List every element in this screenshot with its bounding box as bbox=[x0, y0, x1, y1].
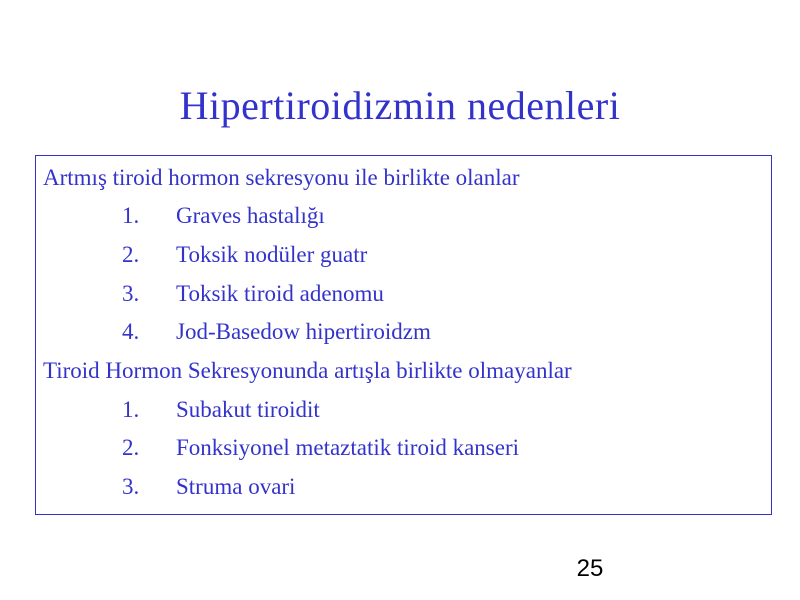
list-item-number: 3. bbox=[122, 281, 140, 306]
list-item bbox=[36, 241, 736, 269]
list-item-number: 1. bbox=[122, 203, 140, 228]
list-item bbox=[36, 202, 736, 230]
list-item-text: Fonksiyonel metaztatik tiroid kanseri bbox=[176, 435, 520, 460]
list-item-number: 3. bbox=[122, 474, 140, 499]
list-item bbox=[36, 434, 736, 462]
list-item-text: Graves hastalığı bbox=[176, 203, 325, 228]
page-number: 25 bbox=[576, 555, 604, 582]
list-item-number: 4. bbox=[122, 319, 140, 344]
list-item bbox=[36, 473, 736, 501]
slide-title: Hipertiroidizmin nedenleri bbox=[179, 83, 621, 128]
list-item-number: 2. bbox=[122, 435, 140, 460]
list-item-number: 1. bbox=[122, 397, 140, 422]
group-heading-secretion-increase: Artmış tiroid hormon sekresyonu ile birlikte olanlar bbox=[43, 165, 520, 190]
list-item-text: Jod-Basedow hipertiroidzm bbox=[176, 319, 431, 344]
list-item-text: Struma ovari bbox=[176, 474, 296, 499]
list-item-text: Toksik tiroid adenomu bbox=[176, 281, 384, 306]
list-item bbox=[36, 396, 736, 424]
list-item bbox=[36, 280, 736, 308]
list-item-text: Subakut tiroidit bbox=[176, 397, 320, 422]
content-box bbox=[35, 155, 772, 515]
list-item bbox=[36, 318, 736, 346]
list-item-text: Toksik nodüler guatr bbox=[176, 242, 368, 267]
group-heading-no-secretion-increase: Tiroid Hormon Sekresyonunda artışla birlikte olmayanlar bbox=[43, 358, 572, 383]
list-item-number: 2. bbox=[122, 242, 140, 267]
